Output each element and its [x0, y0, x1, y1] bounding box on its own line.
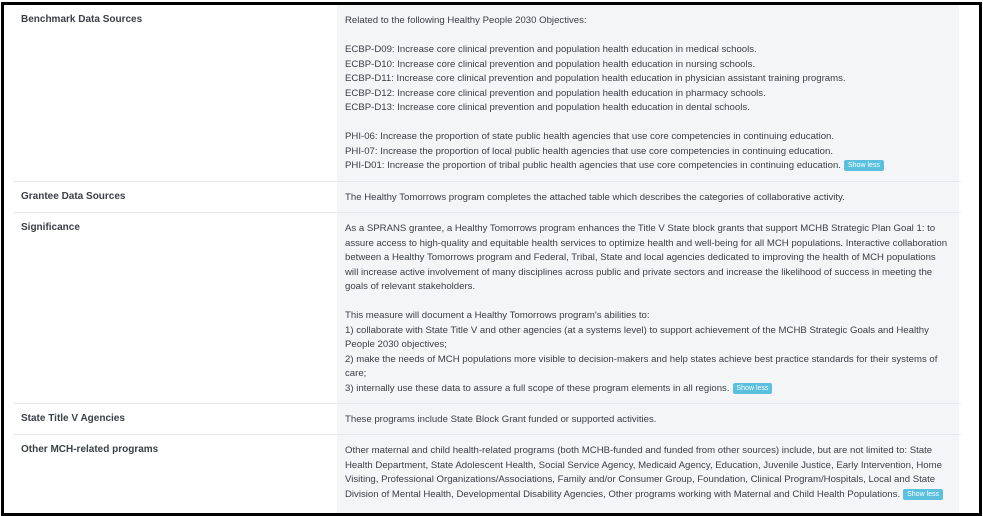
significance-line: between a Healthy Tomorrows program and Federal, Tribal, State and local agencies dedicated to improving the health of MCH populations: [345, 252, 936, 263]
row-significance: [13, 213, 961, 404]
row-content: [337, 435, 959, 515]
row-content: [337, 404, 959, 434]
significance-line: This measure will document a Healthy Tomorrows program's abilities to:: [345, 310, 650, 321]
row-content: [337, 213, 959, 403]
grantee-text: The Healthy Tomorrows program completes the attached table which describes the categories of collaborative activity.: [345, 192, 845, 203]
objective-line: ECBP-D09: Increase core clinical prevention and population health education in medical schools.: [345, 44, 757, 55]
other-mch-text: Division of Mental Health, Developmental Disability Agencies, Other programs working with Maternal and Child Health Populations.: [345, 488, 901, 500]
other-mch-line: Other maternal and child health-related programs (both MCHB-funded and funded from other sources) include, but are not limited to: State: [345, 445, 933, 456]
significance-text: 3) internally use these data to assure a full scope of these program elements in all regions.: [345, 382, 730, 394]
row-label: Other MCH-related programs: [21, 444, 159, 455]
show-less-button[interactable]: Show less: [733, 383, 773, 394]
other-mch-line: Visiting, Professional Organizations/Associations, Family and/or Consumer Group, Foundation, Clinical Program/Hospitals, Local and State: [345, 474, 936, 485]
significance-line: As a SPRANS grantee, a Healthy Tomorrows program enhances the Title V State block grants that support MCHB Strategic Plan Goal 1: to: [345, 223, 936, 234]
significance-line: will increase active involvement of many disciplines across public and private sectors and increase the likelihood of success in meeting the: [345, 266, 933, 278]
significance-line: 2) make the needs of MCH populations more visible to decision-makers and help states achieve best practice standards for their systems of: [345, 353, 938, 365]
row-grantee-data-sources: [13, 182, 961, 213]
objective-line: PHI-06: Increase the proportion of state public health agencies that use core competencies in continuing education.: [345, 131, 835, 142]
intro-text: Related to the following Healthy People 2030 Objectives:: [345, 15, 587, 26]
show-less-button[interactable]: Show less: [844, 160, 884, 171]
significance-line: People 2030 objectives;: [345, 339, 447, 350]
other-mch-line-last: [345, 488, 951, 503]
significance-line-last: [345, 382, 951, 397]
significance-line: care;: [345, 368, 367, 379]
row-other-mch-programs: [13, 435, 961, 515]
significance-line: assure access to high-quality and equitable health services to optimize health and well-being for all MCH populations. Interactive collaboration: [345, 237, 948, 249]
state-title-v-text: These programs include State Block Grant funded or supported activities.: [345, 414, 657, 425]
row-content: [337, 5, 959, 181]
other-mch-line: Health Department, State Adolescent Health, Social Service Agency, Medicaid Agency, Education, Juvenile Justice, Early Intervention, Home: [345, 459, 942, 471]
significance-line: goals of relevant stakeholders.: [345, 281, 476, 292]
details-table: [1, 2, 982, 516]
objective-line: ECBP-D10: Increase core clinical prevention and population health education in nursing schools.: [345, 58, 756, 70]
row-label: Grantee Data Sources: [21, 191, 126, 202]
row-benchmark-data-sources: [13, 5, 961, 182]
objective-line: PHI-07: Increase the proportion of local public health agencies that use core competencies in continuing education.: [345, 145, 833, 157]
significance-line: 1) collaborate with State Title V and other agencies (at a systems level) to support achievement of the MCHB Strategic Goals and Healthy: [345, 324, 929, 336]
objective-line: ECBP-D11: Increase core clinical prevention and population health education in physician assistant training programs.: [345, 73, 846, 84]
row-content: [337, 182, 959, 212]
row-label: Benchmark Data Sources: [21, 14, 143, 25]
objective-line-last: [345, 159, 951, 174]
show-less-button[interactable]: Show less: [903, 489, 943, 500]
row-state-title-v-agencies: [13, 404, 961, 435]
objective-line: ECBP-D13: Increase core clinical prevention and population health education in dental schools.: [345, 102, 750, 113]
objective-line: ECBP-D12: Increase core clinical prevention and population health education in pharmacy schools.: [345, 87, 766, 99]
row-label: Significance: [21, 222, 80, 233]
row-label: State Title V Agencies: [21, 413, 125, 424]
objective-text: PHI-D01: Increase the proportion of tribal public health agencies that use core competencies in continuing education.: [345, 160, 841, 171]
